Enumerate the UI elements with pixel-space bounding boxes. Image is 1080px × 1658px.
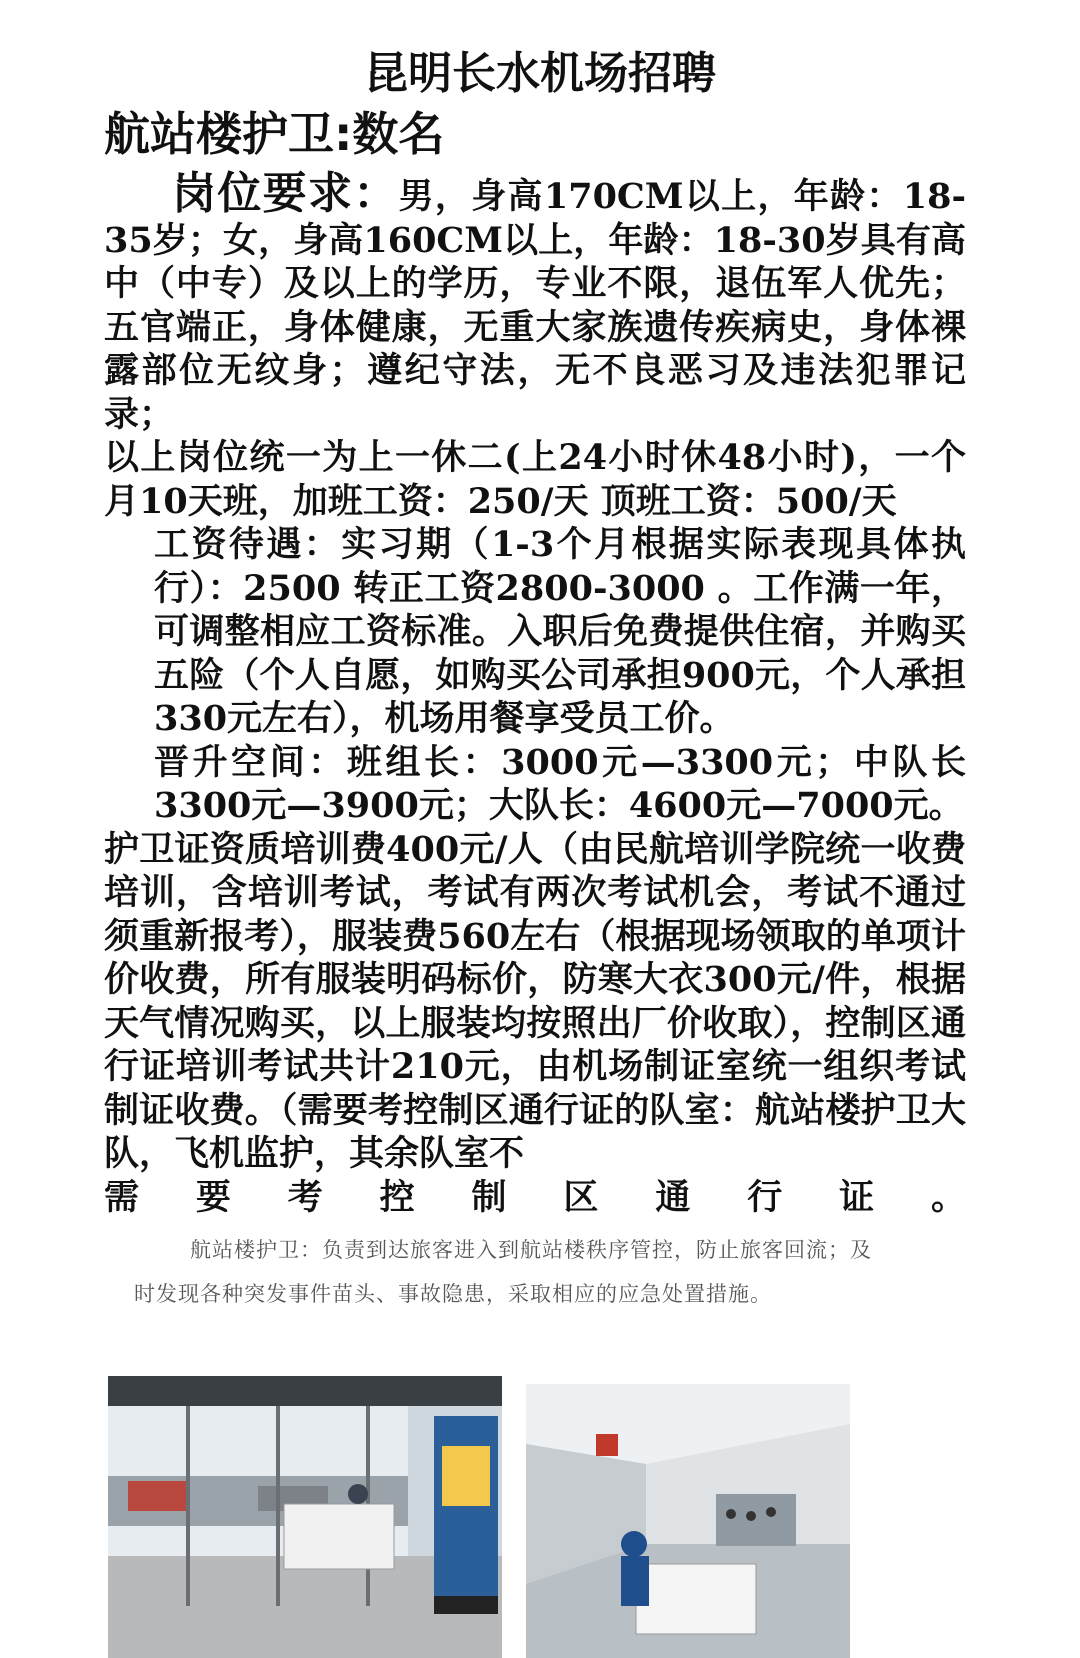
terminal-entrance-photo [108,1376,502,1658]
fees-paragraph-end: 需要考控制区通行证。 [104,1176,966,1218]
job-description [104,168,966,1219]
terminal-guard-desk-photo [526,1384,850,1658]
duty-caption: 航站楼护卫：负责到达旅客进入到航站楼秩序管控，防止旅客回流；及时发现各种突发事件苗头、事故隐患，采取相应的应急处置措施。 [134,1238,872,1306]
promotion-paragraph: 晋升空间：班组长：3000元—3300元；中队长3300元—3900元；大队长：4600元—7000元。 [154,741,966,826]
salary-paragraph: 工资待遇：实习期（1-3个月根据实际表现具体执行）：2500 转正工资2800-3000 。工作满一年，可调整相应工资标准。入职后免费提供住宿，并购买五险（个人自愿，如购买公司承担900元，个人承担330元左右），机场用餐享受员工价。 [154,524,966,739]
page-title: 昆明长水机场招聘 [364,48,716,99]
fees-paragraph: 护卫证资质培训费400元/人（由民航培训学院统一收费培训，含培训考试，考试有两次考试机会，考试不通过须重新报考），服装费560左右（根据现场领取的单项计价收费，所有服装明码标价，防寒大衣300元/件，根据天气情况购买，以上服装均按照出厂价收取），控制区通行证培训考试共计210元，由机场制证室统一组织考试制证收费。（需要考控制区通行证的队室：航站楼护卫大队，飞机监护，其余队室不 [104,828,966,1174]
job-title: 航站楼护卫:数名 [104,107,445,161]
requirements-paragraph [104,168,966,436]
shift-paragraph: 以上岗位统一为上一休二(上24小时休48小时)，一个月10天班，加班工资：250/天 顶班工资：500/天 [104,437,966,522]
requirements-text: 男，身高170CM以上，年龄：18-35岁；女，身高160CM以上，年龄：18-30岁具有高中（中专）及以上的学历，专业不限，退伍军人优先；五官端正，身体健康，无重大家族遗传疾病史，身体裸露部位无纹身；遵纪守法，无不良恶习及违法犯罪记录； [104,176,966,435]
requirements-label: 岗位要求： [172,168,399,219]
